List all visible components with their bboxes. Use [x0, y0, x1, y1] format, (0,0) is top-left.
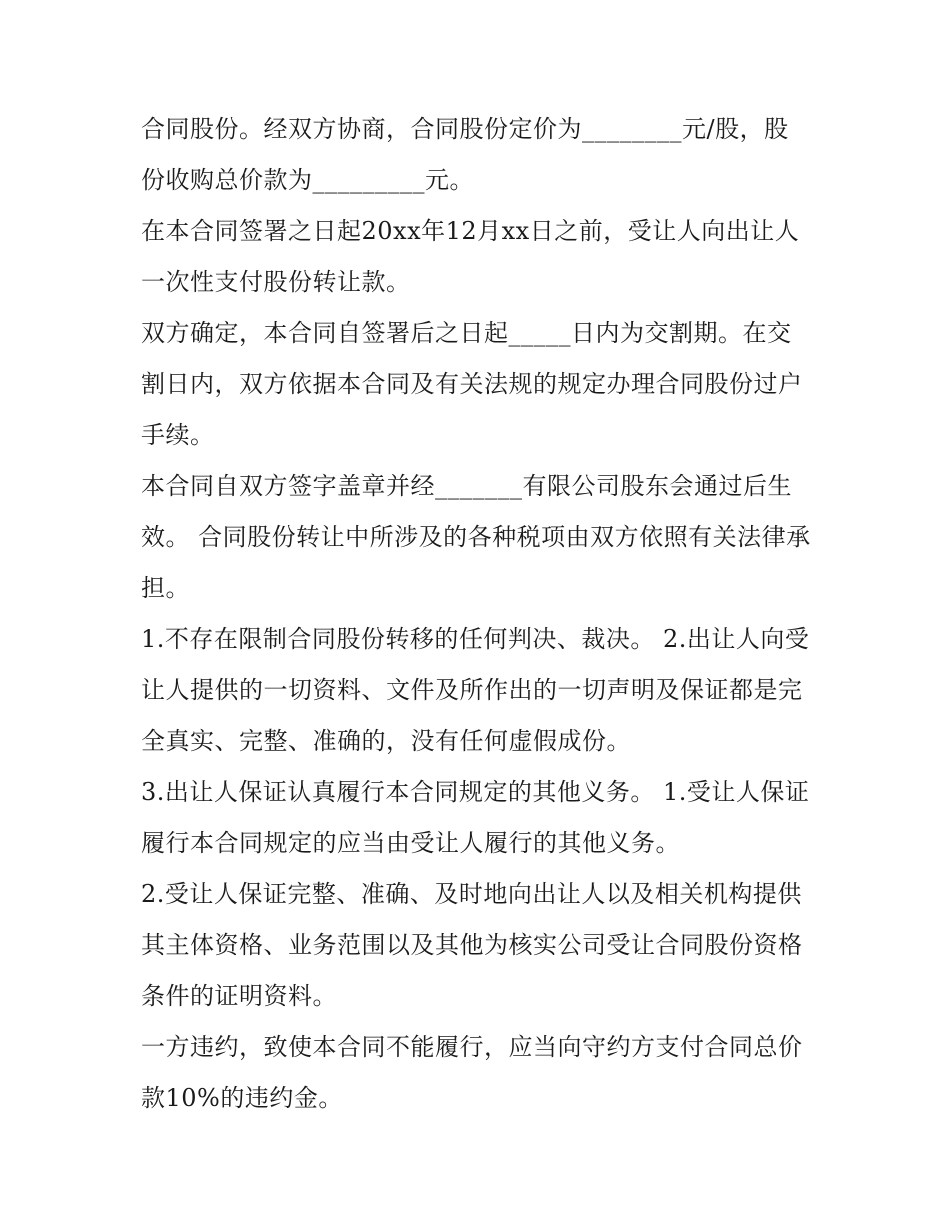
paragraph-obligations: 3.出让人保证认真履行本合同规定的其他义务。 1.受让人保证履行本合同规定的应当由受让人履行的其他义务。 — [141, 778, 810, 857]
paragraph-payment-deadline: 在本合同签署之日起20xx年12月xx日之前，受让人向出让人一次性支付股份转让款。 — [141, 217, 800, 296]
paragraph-delivery-period: 双方确定，本合同自签署后之日起_____日内为交割期。在交割日内，双方依据本合同及有关法规的规定办理合同股份过户手续。 — [141, 319, 803, 449]
paragraph-breach-penalty: 一方违约，致使本合同不能履行，应当向守约方支付合同总价款10%的违约金。 — [141, 1033, 803, 1112]
paragraph-transferor-warranties: 1.不存在限制合同股份转移的任何判决、裁决。 2.出让人向受让人提供的一切资料、文件及所作出的一切声明及保证都是完全真实、完整、准确的，没有任何虚假成份。 — [141, 625, 810, 755]
paragraph-transferee-documents: 2.受让人保证完整、准确、及时地向出让人以及相关机构提供其主体资格、业务范围以及其他为核实公司受让合同股份资格条件的证明资料。 — [141, 880, 803, 1010]
paragraph-effectiveness-taxes: 本合同自双方签字盖章并经_______有限公司股东会通过后生效。 合同股份转让中所涉及的各种税项由双方依照有关法律承担。 — [141, 472, 811, 602]
document-body — [141, 104, 813, 1124]
paragraph-share-price: 合同股份。经双方协商，合同股份定价为________元/股，股份收购总价款为_________元。 — [141, 115, 789, 194]
